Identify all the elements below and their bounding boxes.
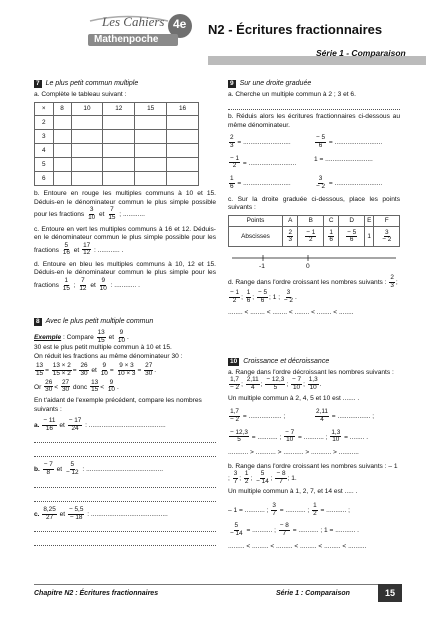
- ex8-line2: On réduit les fractions au même dénominateur 30 :: [34, 352, 183, 360]
- ex8-example: Exemple : Compare $\frac{13}{15}$ et $\frac{9}{10}$ .: [34, 328, 129, 344]
- brand-line2: Mathenpoche: [94, 34, 159, 45]
- table-head: 16: [167, 103, 199, 116]
- footer-series: Série 1 : Comparaison: [276, 590, 350, 597]
- ex9-order-line[interactable]: ........ < ........ < ........ < ........ < ........ < ........: [228, 309, 354, 317]
- ex7-c: c. Entoure en vert les multiples communs à 16 et 12. Déduis-en le dénominateur commun le plus simple possible pour les fractions $\frac{5}{16}$ et $\frac{17}{12}$ : ............ .: [34, 225, 216, 257]
- fraction: $\frac{17}{12}$: [83, 241, 91, 257]
- fraction: $\frac{7}{15}$: [108, 206, 116, 221]
- brand-line1: Les Cahiers: [102, 14, 165, 29]
- fraction: $\frac{9}{10}$: [117, 328, 126, 344]
- axis-label: 0: [306, 263, 310, 271]
- table-head: 10: [71, 103, 103, 116]
- ex9-title: Sur une droite graduée: [239, 80, 312, 87]
- answer-line[interactable]: [34, 479, 216, 488]
- ex7-b: b. Entoure en rouge les multiples communs à 10 et 15. Déduis-en le dénominateur commun le plus simple possible pour les fractions $\frac{3}{10}$ et $\frac{7}{15}$ ; ............: [34, 190, 216, 221]
- answer-line[interactable]: [34, 537, 216, 546]
- ex10-title: Croissance et décroissance: [243, 358, 330, 365]
- footer-chapter: Chapitre N2 : Écritures fractionnaires: [34, 590, 159, 597]
- ex10-a: a. Range dans l'ordre décroissant les nombres suivants : $\frac{1,7}{- 2}$ ; $\frac{2,11}{4}$ ; $\frac{- 12,3}{5}$ ; $\frac{- 7}{10}$ ; $\frac{1,3}{10}$ .: [228, 368, 394, 392]
- multiples-table: [34, 102, 199, 186]
- ex10-a-grid: $\frac{1,7}{- 2}$ = .................. ; $\frac{2,11}{4}$ = .................. ;: [230, 408, 375, 423]
- ex9-b: b. Réduis alors les écritures fractionnaires ci-dessous au même dénominateur.: [228, 113, 400, 129]
- answer-line[interactable]: [228, 101, 400, 110]
- ex9-d: d. Range dans l'ordre croissant les nombres suivants : $\frac{2}{3}$ ; $\frac{- 1}{2}$ ; $\frac{1}{6}$ ; $\frac{- 5}{6}$ ; 1 ; $\frac{3}{- 2}$ .: [228, 274, 398, 304]
- ex8-title: Avec le plus petit multiple commun: [45, 318, 154, 325]
- ex10-number: 10: [230, 358, 238, 366]
- ex10-a-mult: Un multiple commun à 2, 4, 5 et 10 est ....... .: [228, 394, 360, 402]
- table-head: 15: [135, 103, 167, 116]
- table-row-head: 4: [35, 144, 54, 158]
- ex10-b-order[interactable]: ......... < ......... < ......... < ......... < ......... < ..........: [228, 542, 367, 550]
- fraction: $\frac{5}{16}$: [62, 241, 70, 257]
- table-head: 12: [103, 103, 135, 116]
- page-number: 15: [378, 584, 402, 602]
- table-head: 8: [53, 103, 71, 116]
- exercise-10: [228, 358, 400, 551]
- fraction: $\frac{3}{10}$: [88, 206, 96, 221]
- exercise-9: [228, 80, 400, 318]
- number-line-axis: [228, 253, 400, 265]
- brand-grade: 4e: [173, 17, 187, 31]
- ex10-a-order[interactable]: ........... > ........... > ........... > ........... > ...........: [228, 449, 359, 457]
- answer-line[interactable]: [34, 448, 216, 457]
- answer-line[interactable]: [34, 434, 216, 443]
- ex10-b-mult: Un multiple commun à 1, 2, 7, et 14 est ..... .: [228, 488, 358, 496]
- table-row-head: 3: [35, 130, 54, 144]
- ex7-number: 7: [36, 80, 40, 88]
- ex7-d: d. Entoure en bleu les multiples communs à 10, 12 et 15. Déduis-en le dénominateur commun le plus simple pour les fractions $\frac{1}{15}$ ; $\frac{7}{12}$ et $\frac{9}{10}$ : ............ .: [34, 261, 216, 292]
- brand-logo: [88, 12, 198, 50]
- ex8-number: 8: [36, 318, 40, 326]
- ex7-a: a. Complète le tableau suivant :: [34, 90, 127, 98]
- table-row-head: 5: [35, 158, 54, 172]
- answer-line[interactable]: [34, 523, 216, 532]
- ex8-line1: 30 est le plus petit multiple commun à 10 et 15.: [34, 344, 172, 352]
- table-row-head: 6: [35, 172, 54, 186]
- fraction: $\frac{1}{15}$: [62, 276, 70, 292]
- ex9-b-grid: $\frac{2}{3}$ = .......................... $\frac{- 5}{6}$ = .......................... $\frac{- 1}{2}$ = .......................... 1 = .......................... $\frac{1}{6}$ = .......................... $\frac{3}{- 2}$ = ..........................: [230, 134, 383, 190]
- ex8-c: c. $\frac{8,25}{27}$ et $\frac{- 5,5}{- 18}$ : ..........................................: [34, 505, 168, 521]
- number-line[interactable]: [228, 253, 400, 273]
- fraction: $\frac{7}{12}$: [79, 276, 87, 292]
- ex9-a: a. Cherche un multiple commun à 2 ; 3 et 6.: [228, 90, 356, 98]
- table-row-head: 2: [35, 116, 54, 130]
- ex8-instructions: En t'aidant de l'exemple précédent, compare les nombres suivants :: [34, 397, 202, 413]
- ex8-b: b. $\frac{- 7}{8}$ et $\frac{5}{- 12}$ : ..........................................: [34, 461, 164, 477]
- page-title: N2 - Écritures fractionnaires: [208, 22, 383, 37]
- ex10-a-row2: $\frac{- 12,3}{5}$ = ........... ; $\frac{- 7}{10}$ = ........... ; $\frac{1,3}{10}$ = ........ .: [230, 428, 369, 444]
- fraction: $\frac{13}{15}$: [97, 328, 105, 344]
- ex10-b-row1: – 1 = ........... ; $\frac{3}{7}$ = ........... ; $\frac{1}{2}$ = ........... ;: [228, 501, 350, 517]
- footer-rule: [34, 584, 400, 585]
- ex8-a: a. $\frac{- 11}{16}$ et $\frac{- 17}{24}$ : ..........................................: [34, 417, 166, 432]
- ex8-conclusion: Or $\frac{26}{30}$ < $\frac{27}{30}$ donc $\frac{13}{15}$ < $\frac{9}{10}$ .: [34, 378, 119, 394]
- ex10-b: b. Range dans l'ordre croissant les nombres suivants : – 1 ; $\frac{3}{7}$ ; $\frac{1}{2}$ ; $\frac{5}{- 14}$ ; $\frac{- 8}{7}$ ; 1.: [228, 462, 398, 485]
- ex9-number: 9: [230, 80, 234, 88]
- ex7-title: Le plus petit commun multiple: [45, 80, 139, 87]
- table-head: ×: [35, 103, 54, 116]
- ex10-b-row2: $\frac{5}{- 14}$ = ........... ; $\frac{- 8}{7}$ = ........... ; 1 = ........... .: [230, 522, 360, 538]
- answer-line[interactable]: [34, 493, 216, 502]
- exercise-8: [34, 318, 216, 546]
- fraction: $\frac{9}{10}$: [99, 276, 107, 292]
- axis-label: -1: [259, 263, 265, 271]
- series-label: Série 1 - Comparaison: [316, 48, 406, 58]
- ex9-c: c. Sur la droite graduée ci-dessous, place les points suivants :: [228, 195, 400, 212]
- exercise-7: [34, 80, 216, 292]
- points-table: Points A B C D E F Abscisses $\frac{2}{3}$ $\frac{- 1}{2}$ $\frac{1}{6}$ $\frac{- 5}{6}$ 1 $\frac{3}{- 2}$: [228, 215, 400, 247]
- ex8-calc: $\frac{13}{15}$ = $\frac{13 \times 2}{15 \times 2}$ = $\frac{26}{30}$ et $\frac{9}{10}$ = $\frac{9 \times 3}{10 \times 3}$ = $\frac{27}{30}$ .: [36, 362, 157, 377]
